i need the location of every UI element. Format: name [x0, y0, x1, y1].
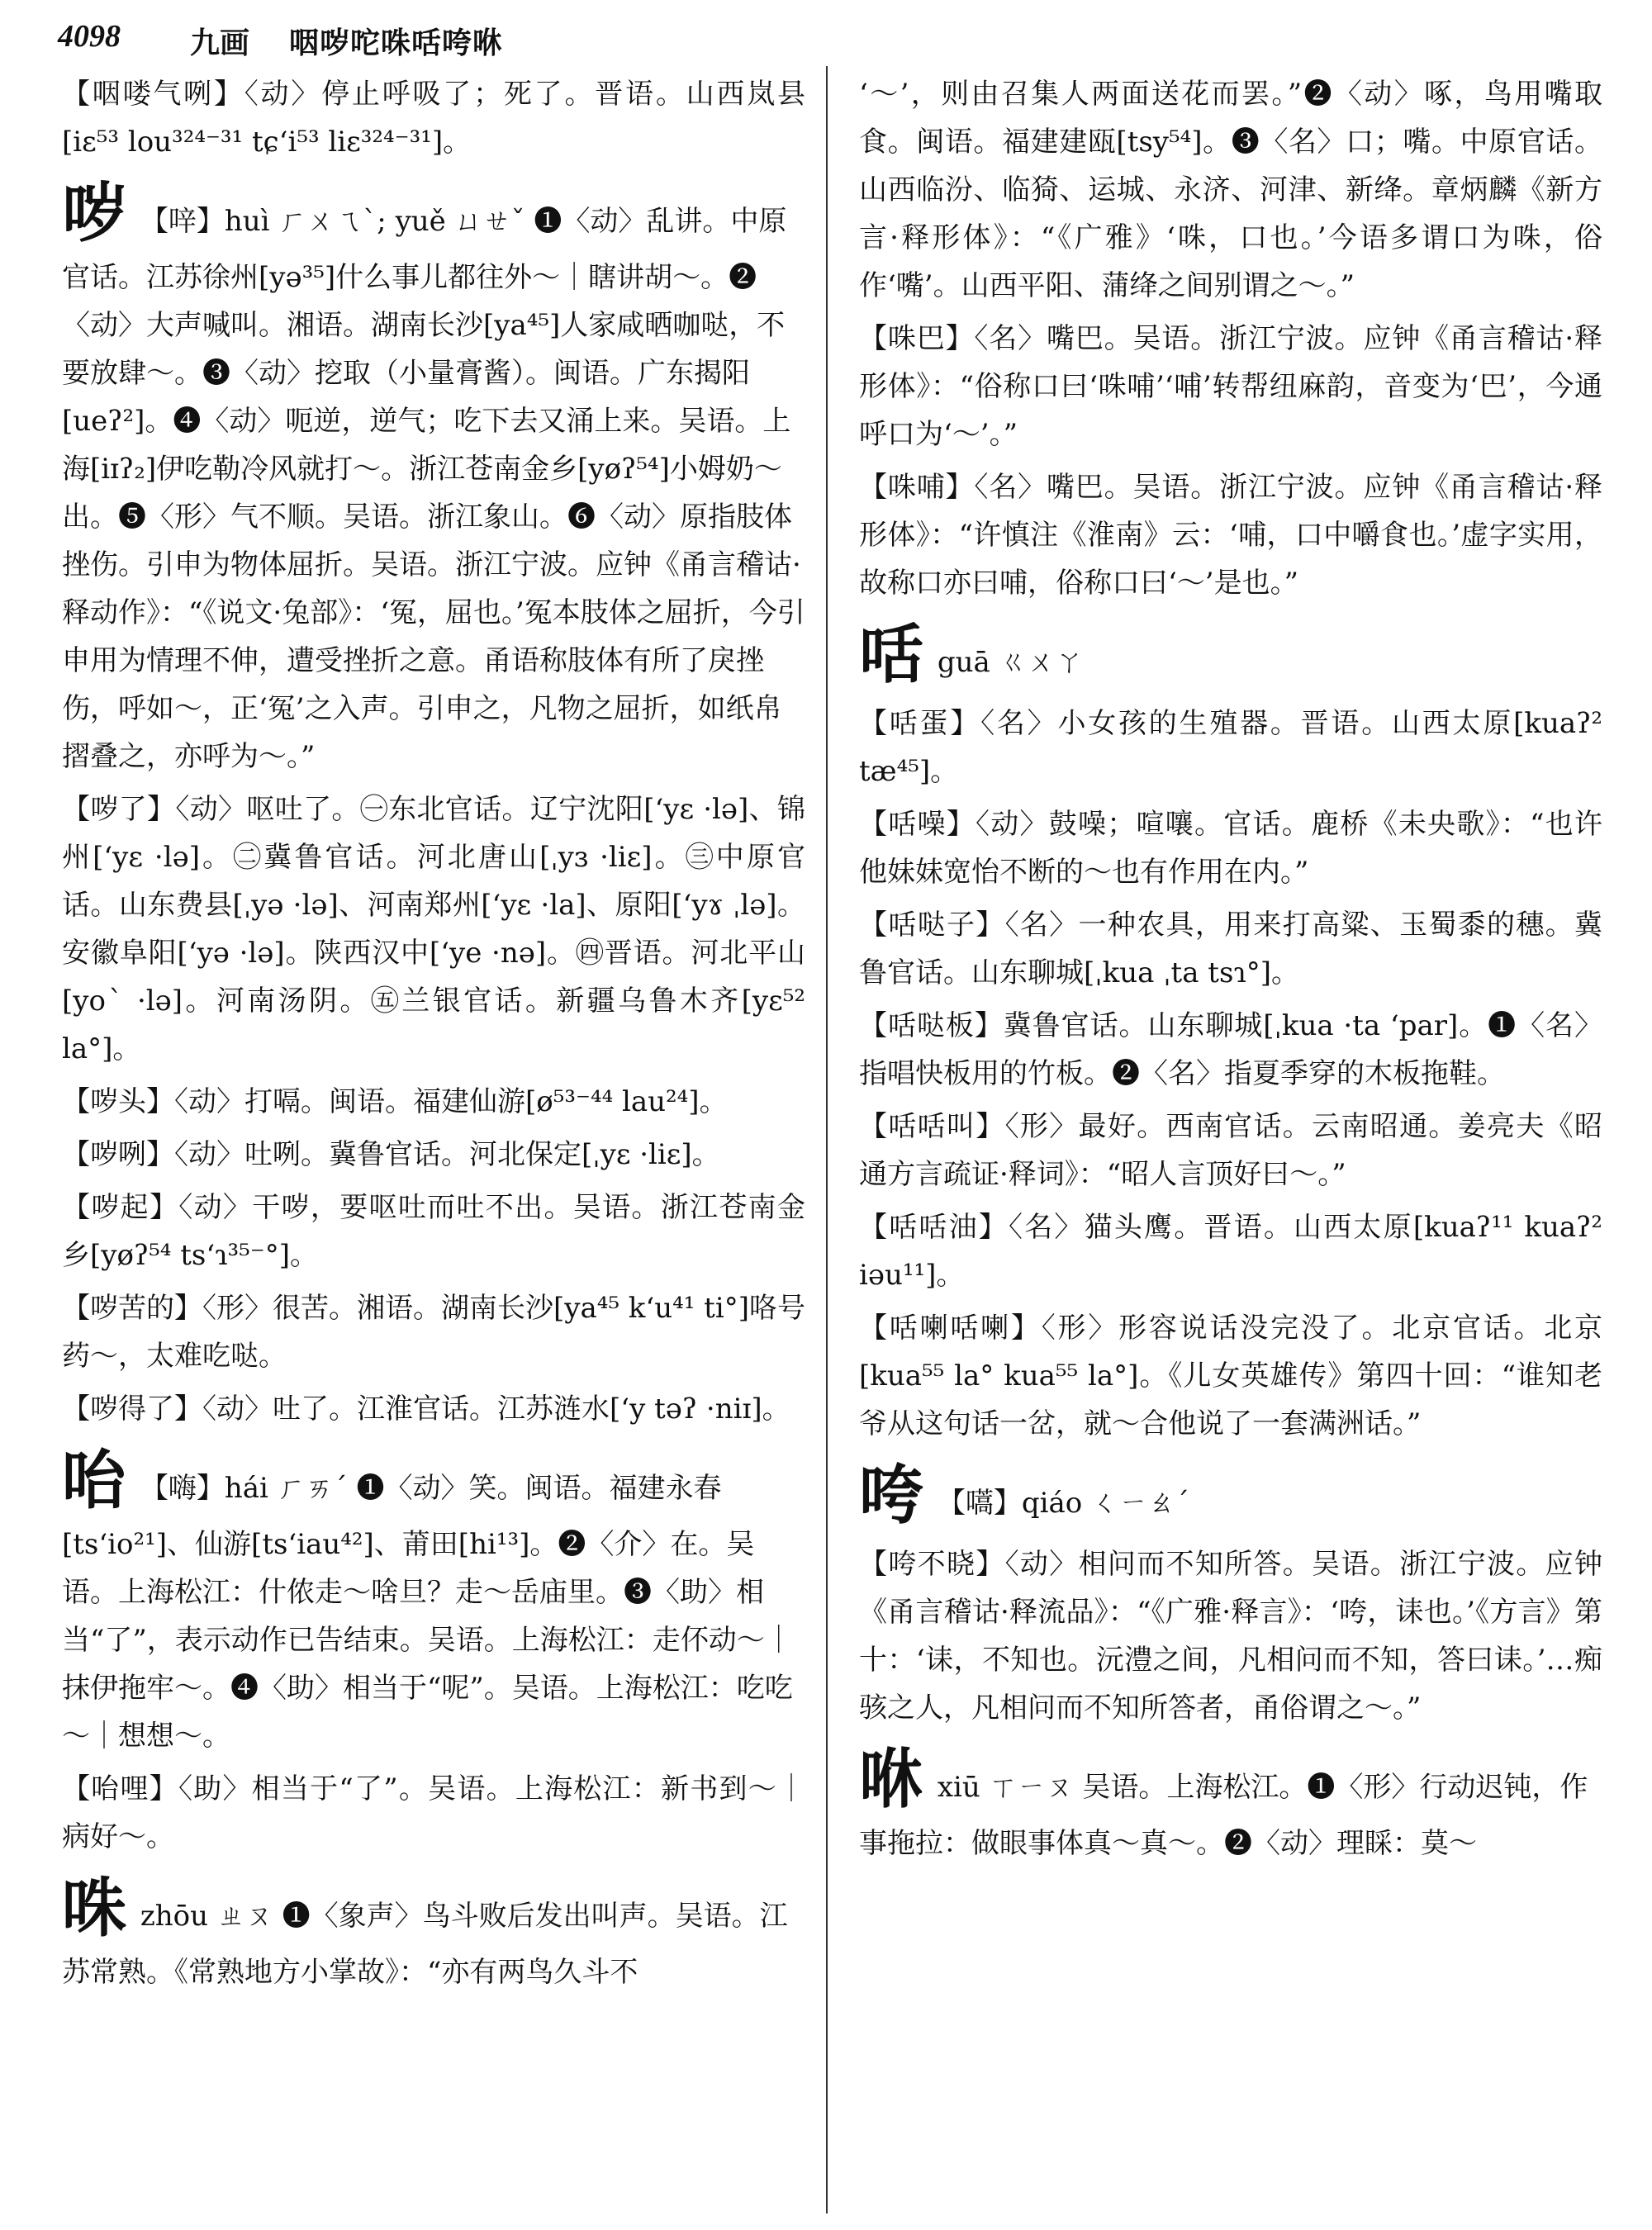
entry: 【咶噪】〈动〉鼓噪；喧嚷。官话。鹿桥《未央歌》：“也许他妹妹宽怡不断的～也有作用在内。”	[859, 808, 1602, 889]
page-number: 4098	[58, 19, 121, 54]
headword: 咵	[859, 1458, 924, 1533]
headword-definition: 【嚆】qiáo ㄑㄧㄠˊ	[937, 1487, 1190, 1520]
entry-continuation: ‘～’，则由召集人两面送花而罢。”❷〈动〉啄，鸟用嘴取食。闽语。福建建瓯[tsy⁵⁴]。❸〈名〉口；嘴。中原官话。山西临汾、临猗、运城、永济、河津、新绛。章炳麟《新方言·释形体》：“《广雅》‘咮，口也。’今语多谓口为咮，俗作‘嘴’。山西平阳、蒲绛之间别谓之～。”	[859, 78, 1602, 302]
entry: 【咶咶油】〈名〉猫头鹰。晋语。山西太原[kuaʔ¹¹ kuaʔ² iəu¹¹]。	[859, 1211, 1602, 1292]
column-divider	[826, 66, 828, 2213]
stroke-section-title: 九画	[190, 26, 250, 60]
entry: 【咍哩】〈助〉相当于“了”。吴语。上海松江：新书到～｜病好～。	[62, 1772, 805, 1853]
headword-entry	[859, 615, 1602, 695]
headword-entry	[859, 1456, 1602, 1535]
headword-definition: 【㖕】huì ㄏㄨㄟˋ; yuě ㄩㄝˇ ❶〈动〉乱讲。中原官话。江苏徐州[yə³⁵]什么事儿都往外～｜瞎讲胡～。❷〈动〉大声喊叫。湘语。湖南长沙[ya⁴⁵]人家咸晒咖哒，不要放肆～。❸〈动〉挖取（小量膏酱）。闽语。广东揭阳[ueʔ²]。❹〈动〉呃逆，逆气；吃下去又涌上来。吴语。上海[iɪʔ₂]伊吃勒冷风就打～。浙江苍南金乡[yøʔ⁵⁴]小姆奶～出。❺〈形〉气不顺。吴语。浙江象山。❻〈动〉原指肢体挫伤。引申为物体屈折。吴语。浙江宁波。应钟《甬言稽诂·释动作》：“《说文·兔部》：‘冤，屈也。’冤本肢体之屈折，今引申用为情理不伸，遭受挫折之意。甬语称肢体有所了戾挫伤，呼如～，正‘冤’之入声。引申之，凡物之屈折，如纸帛摺叠之，亦呼为～。”	[62, 205, 805, 773]
headword-definition: xiū ㄒㄧㄡ 吴语。上海松江。❶〈形〉行动迟钝，作事拖拉：做眼事体真～真～。❷〈动〉理睬：莫～	[859, 1771, 1588, 1860]
entry: 【哕头】〈动〉打嗝。闽语。福建仙游[ø⁵³⁻⁴⁴ lau²⁴]。	[62, 1085, 728, 1118]
headword: 哕	[62, 176, 127, 251]
headword: 咶	[859, 617, 924, 692]
headword-definition: 【嗨】hái ㄏㄞˊ ❶〈动〉笑。闽语。福建永春[tsʻio²¹]、仙游[tsʻiau⁴²]、莆田[hi¹³]。❷〈介〉在。吴语。上海松江：什侬走～啥旦？走～岳庙里。❸〈助〉相当“了”，表示动作已告结束。吴语。上海松江：走伓动～｜抹伊拖牢～。❹〈助〉相当于“呢”。吴语。上海松江：吃吃～｜想想～。	[62, 1472, 793, 1753]
entry: 【咽喽气咧】〈动〉停止呼吸了；死了。晋语。山西岚县[iɛ⁵³ lou³²⁴⁻³¹ tɕʻi⁵³ liɛ³²⁴⁻³¹]。	[62, 78, 805, 159]
entry: 【咮哺】〈名〉嘴巴。吴语。浙江宁波。应钟《甬言稽诂·释形体》：“许慎注《淮南》云：‘哺，口中嚼食也。’虚字实用，故称口亦曰哺，俗称口曰‘～’是也。”	[859, 471, 1602, 600]
entry: 【咶咶叫】〈形〉最好。西南官话。云南昭通。姜亮夫《昭通方言疏证·释词》：“昭人言顶好曰～。”	[859, 1110, 1602, 1191]
entry: 【咶哒板】冀鲁官话。山东聊城[ˌkua ·ta ʻpar]。❶〈名〉指唱快板用的竹板。❷〈名〉指夏季穿的木板拖鞋。	[859, 1009, 1602, 1090]
left-column	[62, 70, 805, 2001]
entry: 【哕起】〈动〉干哕，要呕吐而吐不出。吴语。浙江苍南金乡[yøʔ⁵⁴ tsʻɿ³⁵⁻°]。	[62, 1191, 805, 1272]
headword-definition: zhōu ㄓㄡ ❶〈象声〉鸟斗败后发出叫声。吴语。江苏常熟。《常熟地方小掌故》：“亦有两鸟久斗不	[62, 1900, 788, 1989]
entry: 【哕得了】〈动〉吐了。江淮官话。江苏涟水[ʻy təʔ ·niɪ]。	[62, 1393, 790, 1426]
header-characters: 咽哕咜咮咶咵咻	[289, 26, 504, 60]
entry: 【咶蛋】〈名〉小女孩的生殖器。晋语。山西太原[kuaʔ² tæ⁴⁵]。	[859, 707, 1602, 788]
headword-entry	[62, 1869, 805, 1996]
entry: 【咶喇咶喇】〈形〉形容说话没完没了。北京官话。北京[kua⁵⁵ la° kua⁵⁵ la°]。《儿女英雄传》第四十回：“谁知老爷从这句话一岔，就～合他说了一套满洲话。”	[859, 1312, 1602, 1440]
entry: 【哕咧】〈动〉吐咧。冀鲁官话。河北保定[ˌyɛ ·liɛ]。	[62, 1138, 720, 1171]
entry: 【哕了】〈动〉呕吐了。㊀东北官话。辽宁沈阳[ʻyɛ ·lə]、锦州[ʻyɛ ·lə]。㊁冀鲁官话。河北唐山[ˌyɜ ·liɛ]。㊂中原官话。山东费县[ˌyə ·lə]、河南郑州[ʻyɛ ·la]、原阳[ʻyɤ ˌlə]。安徽阜阳[ʻyə ·lə]。陕西汉中[ʻye ·nə]。㊃晋语。河北平山[yoˋ ·lə]。河南汤阴。㊄兰银官话。新疆乌鲁木齐[yɛ⁵² la°]。	[62, 793, 805, 1065]
entry: 【咵不晓】〈动〉相问而不知所答。吴语。浙江宁波。应钟《甬言稽诂·释流品》：“《广雅·释言》：‘咵，诔也。’《方言》第十：‘诔，不知也。沅澧之间，凡相问而不知，答曰诔。’…痴骇之人，凡相问而不知所答者，甬俗谓之～。”	[859, 1548, 1602, 1725]
headword: 咻	[859, 1742, 924, 1817]
headword-definition: guā ㄍㄨㄚ	[937, 646, 1084, 679]
entry: 【咮巴】〈名〉嘴巴。吴语。浙江宁波。应钟《甬言稽诂·释形体》：“俗称口曰‘咮哺’‘哺’转帮纽麻韵，音变为‘巴’，今通呼口为‘～’。”	[859, 322, 1602, 451]
right-column	[859, 70, 1602, 1872]
headword-entry	[62, 174, 805, 780]
entry: 【哕苦的】〈形〉很苦。湘语。湖南长沙[ya⁴⁵ kʻu⁴¹ ti°]咯号药～，太难吃哒。	[62, 1292, 805, 1373]
entry: 【咶哒子】〈名〉一种农具，用来打高粱、玉蜀黍的穗。冀鲁官话。山东聊城[ˌkua ˌta tsɿ°]。	[859, 909, 1602, 989]
headword: 咮	[62, 1871, 127, 1946]
headword-entry	[62, 1441, 805, 1760]
page-header	[58, 18, 1594, 59]
headword: 咍	[62, 1443, 127, 1518]
headword-entry	[859, 1740, 1602, 1867]
